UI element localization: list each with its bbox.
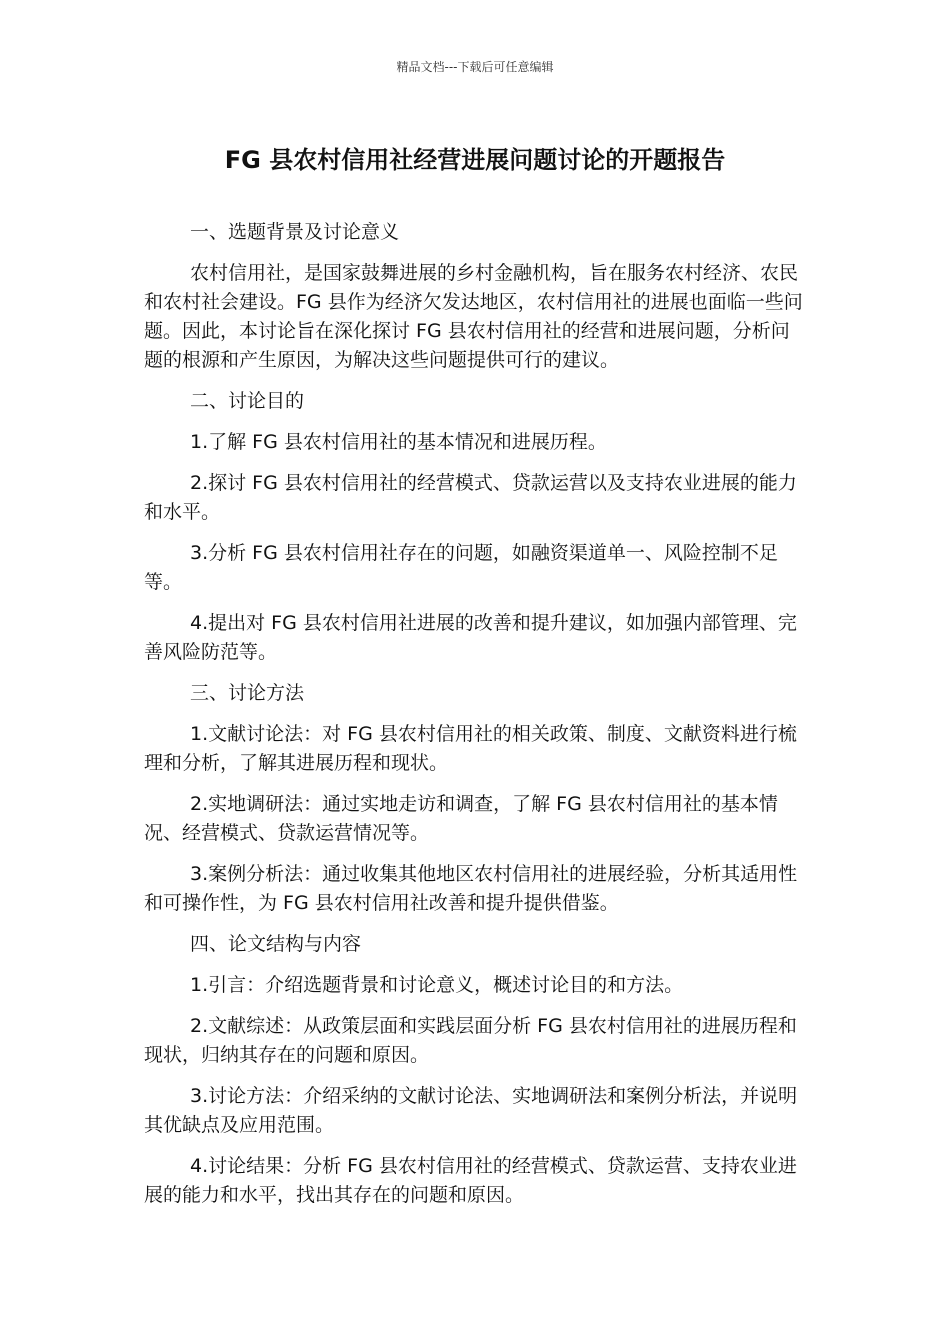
paragraph-method-2: 2.实地调研法：通过实地走访和调查，了解 FG 县农村信用社的基本情况、经营模式、贷款运营情况等。 (144, 793, 778, 844)
section-heading-purpose: 二、讨论目的 (190, 390, 305, 412)
section-heading-background: 一、选题背景及讨论意义 (190, 221, 400, 243)
paragraph-structure-2: 2.文献综述：从政策层面和实践层面分析 FG 县农村信用社的进展历程和现状，归纳其存在的问题和原因。 (144, 1015, 797, 1066)
paragraph-structure-4: 4.讨论结果：分析 FG 县农村信用社的经营模式、贷款运营、支持农业进展的能力和水平，找出其存在的问题和原因。 (144, 1155, 797, 1206)
document-body (144, 218, 808, 1222)
paragraph-method-3: 3.案例分析法：通过收集其他地区农村信用社的进展经验，分析其适用性和可操作性，为 FG 县农村信用社改善和提升提供借鉴。 (144, 863, 798, 914)
paragraph-purpose-2: 2.探讨 FG 县农村信用社的经营模式、贷款运营以及支持农业进展的能力和水平。 (144, 472, 797, 523)
section-heading-methods: 三、讨论方法 (190, 682, 305, 704)
paragraph-structure-3: 3.讨论方法：介绍采纳的文献讨论法、实地调研法和案例分析法，并说明其优缺点及应用范围。 (144, 1085, 798, 1136)
paragraph-background: 农村信用社，是国家鼓舞进展的乡村金融机构，旨在服务农村经济、农民和农村社会建设。FG 县作为经济欠发达地区，农村信用社的进展也面临一些问题。因此，本讨论旨在深化探讨 FG 县农村信用社的经营和进展问题，分析问题的根源和产生原因，为解决这些问题提供可行的建议。 (144, 262, 803, 371)
document-title: FG 县农村信用社经营进展问题讨论的开题报告 (224, 146, 726, 174)
paragraph-purpose-1: 1.了解 FG 县农村信用社的基本情况和进展历程。 (190, 431, 607, 453)
page-header: 精品文档---下载后可任意编辑 (396, 60, 554, 74)
paragraph-structure-1: 1.引言：介绍选题背景和讨论意义，概述讨论目的和方法。 (190, 974, 684, 996)
section-heading-structure: 四、论文结构与内容 (190, 933, 362, 955)
paragraph-method-1: 1.文献讨论法：对 FG 县农村信用社的相关政策、制度、文献资料进行梳理和分析，了解其进展历程和现状。 (144, 723, 797, 774)
paragraph-purpose-4: 4.提出对 FG 县农村信用社进展的改善和提升建议，如加强内部管理、完善风险防范等。 (144, 612, 797, 663)
paragraph-purpose-3: 3.分析 FG 县农村信用社存在的问题，如融资渠道单一、风险控制不足等。 (144, 542, 778, 593)
